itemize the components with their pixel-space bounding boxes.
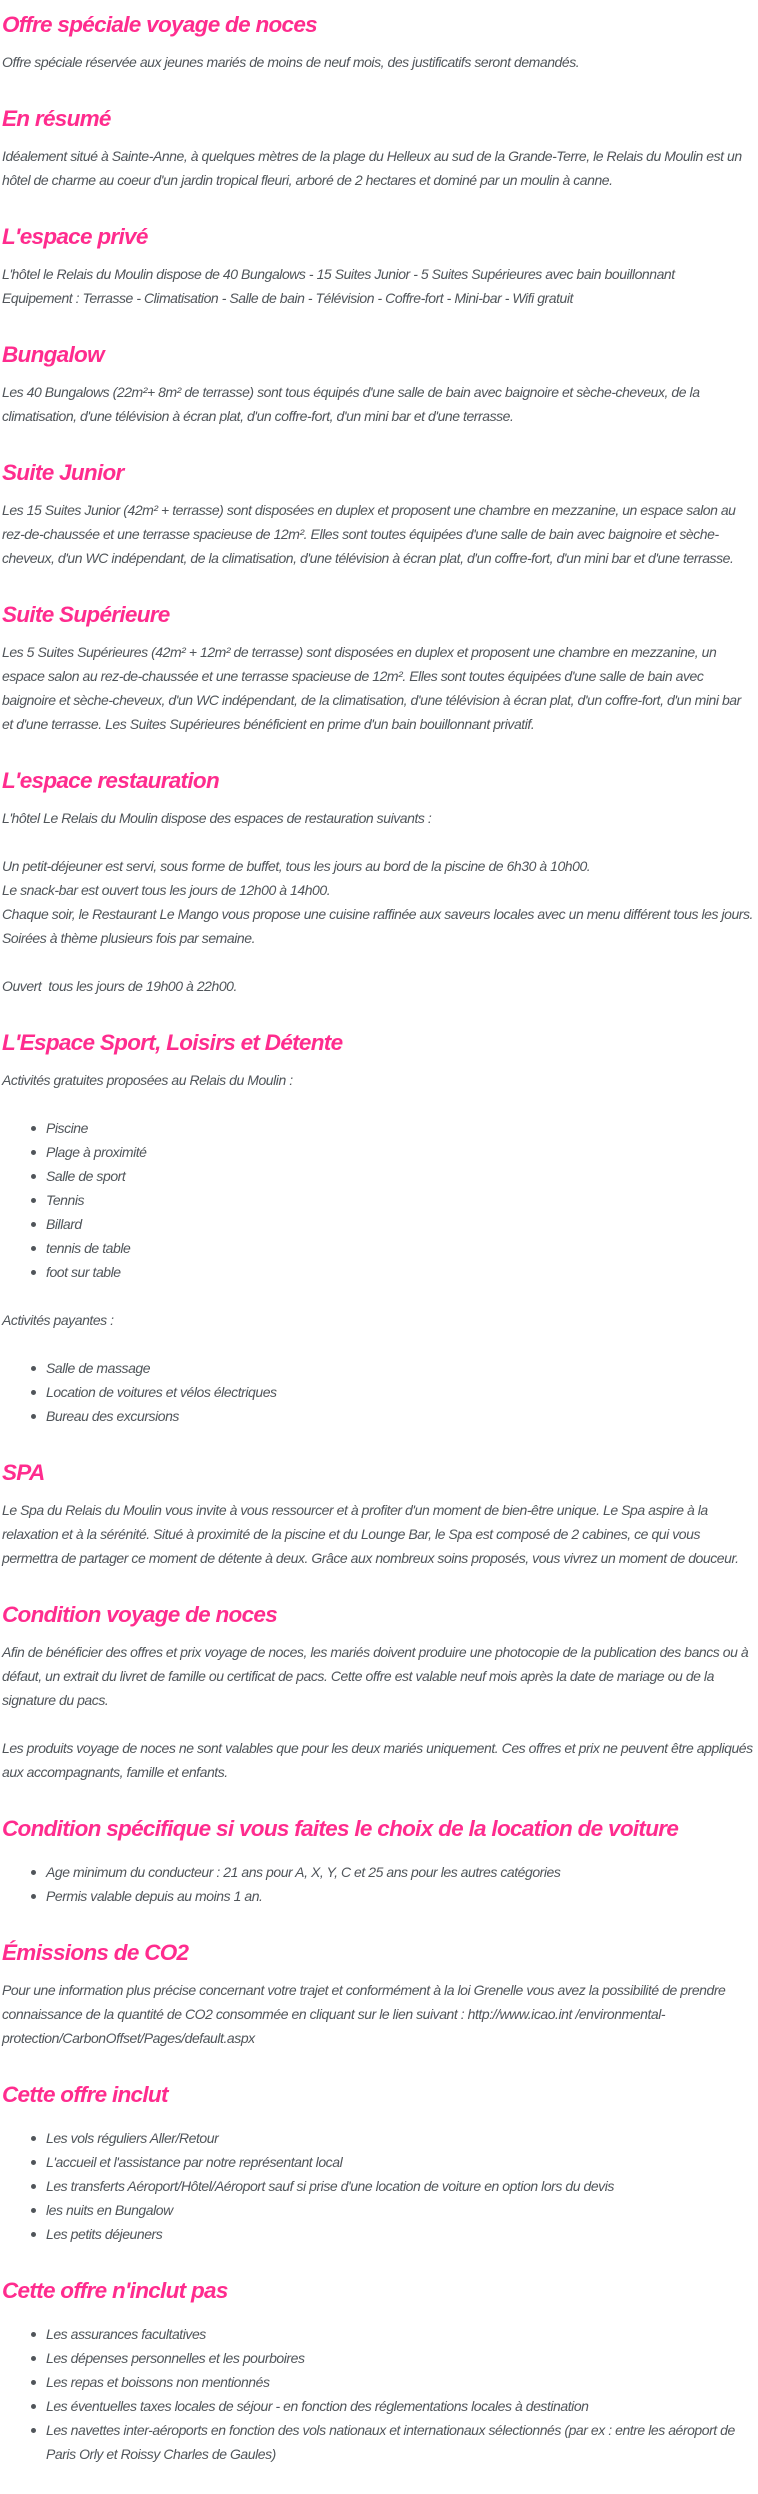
section-spa [2,1458,754,1570]
paragraph: Activités gratuites proposées au Relais du Moulin : [2,1072,293,1088]
list-item: Piscine [2,1116,754,1140]
list-item: Billard [2,1212,754,1236]
section-offre-ninclut-pas [2,2276,754,2466]
paragraph: Les 40 Bungalows (22m²+ 8m² de terrasse) sont tous équipés d'une salle de bain avec baignoire et sèche-cheveux, de la climatisation, d'une télévision à écran plat, d'un coffre-fort, d'un mini bar et d'une terrasse. [2,384,700,424]
heading-suite-superieure: Suite Supérieure [2,602,170,627]
paragraph [2,1978,754,2050]
list-item: Salle de massage [2,1356,754,1380]
text-line: Le snack-bar est ouvert tous les jours de 12h00 à 14h00. [2,882,331,898]
list-item: foot sur table [2,1260,754,1284]
text-line: Un petit-déjeuner est servi, sous forme de buffet, tous les jours au bord de la piscine de 6h30 à 10h00. [2,858,591,874]
list-item: Location de voitures et vélos électriques [2,1380,754,1404]
list-item: Age minimum du conducteur : 21 ans pour A, X, Y, C et 25 ans pour les autres catégories [2,1860,754,1884]
free-activities-list [2,1116,754,1284]
paid-activities-list [2,1356,754,1428]
list-item: Les transferts Aéroport/Hôtel/Aéroport sauf si prise d'une location de voiture en option lors du devis [2,2174,754,2198]
list-item: Les repas et boissons non mentionnés [2,2370,754,2394]
heading-condition-noces: Condition voyage de noces [2,1602,278,1627]
list-item: Les petits déjeuners [2,2222,754,2246]
heading-sport-loisirs: L'Espace Sport, Loisirs et Détente [2,1030,343,1055]
list-item: L'accueil et l'assistance par notre représentant local [2,2150,754,2174]
paragraph [2,854,754,950]
opening-hours: Ouvert tous les jours de 19h00 à 22h00. [2,978,237,994]
section-en-resume [2,104,754,192]
list-item: Permis valable depuis au moins 1 an. [2,1884,754,1908]
list-item: Les dépenses personnelles et les pourboires [2,2346,754,2370]
heading-condition-voiture: Condition spécifique si vous faites le choix de la location de voiture [2,1816,679,1841]
heading-offre-ninclut-pas: Cette offre n'inclut pas [2,2278,228,2303]
list-item: Bureau des excursions [2,1404,754,1428]
section-offre-inclut [2,2080,754,2246]
list-item: Les éventuelles taxes locales de séjour - en fonction des réglementations locales à destination [2,2394,754,2418]
paragraph: Offre spéciale réservée aux jeunes mariés de moins de neuf mois, des justificatifs seront demandés. [2,54,580,70]
heading-offre-speciale: Offre spéciale voyage de noces [2,12,317,37]
list-item: Les vols réguliers Aller/Retour [2,2126,754,2150]
section-offre-speciale [2,10,754,74]
paragraph: Les 15 Suites Junior (42m² + terrasse) sont disposées en duplex et proposent une chambre en mezzanine, un espace salon au rez-de-chaussée et une terrasse spacieuse de 12m². Elles sont toutes équipées d'une salle de bain avec baignoire et sèche-cheveux, d'un WC indépendant, de la climatisation, d'une télévision à écran plat, d'un coffre-fort, d'un mini bar et d'une terrasse. [2,502,736,566]
paragraph: Le Spa du Relais du Moulin vous invite à vous ressourcer et à profiter d'un moment de bien-être unique. Le Spa aspire à la relaxation et à la sérénité. Situé à proximité de la piscine et du Lounge Bar, le Spa est composé de 2 cabines, ce qui vous permettra de partager ce moment de détente à deux. Grâce aux nombreux soins proposés, vous vivrez un moment de douceur. [2,1502,739,1566]
section-restauration [2,766,754,998]
section-sport-loisirs [2,1028,754,1428]
text-line: Chaque soir, le Restaurant Le Mango vous propose une cuisine raffinée aux saveurs locales avec un menu différent tous les jours. Soirées à thème plusieurs fois par semaine. [2,906,753,946]
section-suite-superieure [2,600,754,736]
paragraph: Afin de bénéficier des offres et prix voyage de noces, les mariés doivent produire une photocopie de la publication des bancs ou à défaut, un extrait du livret de famille ou certificat de pacs. Cette offre est valable neuf mois après la date de mariage ou de la signature du pacs. [2,1644,749,1708]
text-line: Equipement : Terrasse - Climatisation - Salle de bain - Télévision - Coffre-fort - Mini-bar - Wifi gratuit [2,290,573,306]
section-co2 [2,1938,754,2050]
section-bungalow [2,340,754,428]
heading-spa: SPA [2,1460,45,1485]
paragraph: Les produits voyage de noces ne sont valables que pour les deux mariés uniquement. Ces offres et prix ne peuvent être appliqués aux accompagnants, famille et enfants. [2,1740,753,1780]
paragraph: Les 5 Suites Supérieures (42m² + 12m² de terrasse) sont disposées en duplex et proposent une chambre en mezzanine, un espace salon au rez-de-chaussée et une terrasse spacieuse de 12m². Elles sont toutes équipées d'une salle de bain avec baignoire et sèche-cheveux, d'un WC indépendant, de la climatisation, d'une télévision à écran plat, d'un coffre-fort, d'un mini bar et d'une terrasse. Les Suites Supérieures bénéficient en prime d'un bain bouillonnant privatif. [2,644,741,732]
list-item: Salle de sport [2,1164,754,1188]
heading-offre-inclut: Cette offre inclut [2,2082,168,2107]
heading-espace-prive: L'espace privé [2,224,148,249]
heading-suite-junior: Suite Junior [2,460,124,485]
heading-bungalow: Bungalow [2,342,104,367]
co2-link[interactable]: http://www.icao.int /environmental-protection/CarbonOffset/Pages/default.aspx [2,2006,666,2046]
paragraph: Activités payantes : [2,1312,114,1328]
section-condition-noces [2,1600,754,1784]
included-list [2,2126,754,2246]
list-item: Les assurances facultatives [2,2322,754,2346]
car-rental-conditions-list [2,1860,754,1908]
list-item: Les navettes inter-aéroports en fonction des vols nationaux et internationaux sélectionnés (par ex : entre les aéroport de Paris Orly et Roissy Charles de Gaules) [2,2418,754,2466]
not-included-list [2,2322,754,2466]
heading-co2: Émissions de CO2 [2,1940,189,1965]
heading-restauration: L'espace restauration [2,768,219,793]
section-condition-voiture [2,1814,754,1908]
paragraph: L'hôtel Le Relais du Moulin dispose des espaces de restauration suivants : [2,810,432,826]
list-item: Plage à proximité [2,1140,754,1164]
list-item: tennis de table [2,1236,754,1260]
list-item: Tennis [2,1188,754,1212]
list-item: les nuits en Bungalow [2,2198,754,2222]
text-line: L'hôtel le Relais du Moulin dispose de 40 Bungalows - 15 Suites Junior - 5 Suites Supérieures avec bain bouillonnant [2,266,675,282]
section-espace-prive [2,222,754,310]
section-suite-junior [2,458,754,570]
co2-text: Pour une information plus précise concernant votre trajet et conformément à la loi Grenelle vous avez la possibilité de prendre connaissance de la quantité de CO2 consommée en cliquant sur le lien suivant : [2,1982,726,2022]
paragraph: Idéalement situé à Sainte-Anne, à quelques mètres de la plage du Helleux au sud de la Grande-Terre, le Relais du Moulin est un hôtel de charme au coeur d'un jardin tropical fleuri, arboré de 2 hectares et dominé par un moulin à canne. [2,148,742,188]
paragraph [2,262,754,310]
heading-en-resume: En résumé [2,106,111,131]
